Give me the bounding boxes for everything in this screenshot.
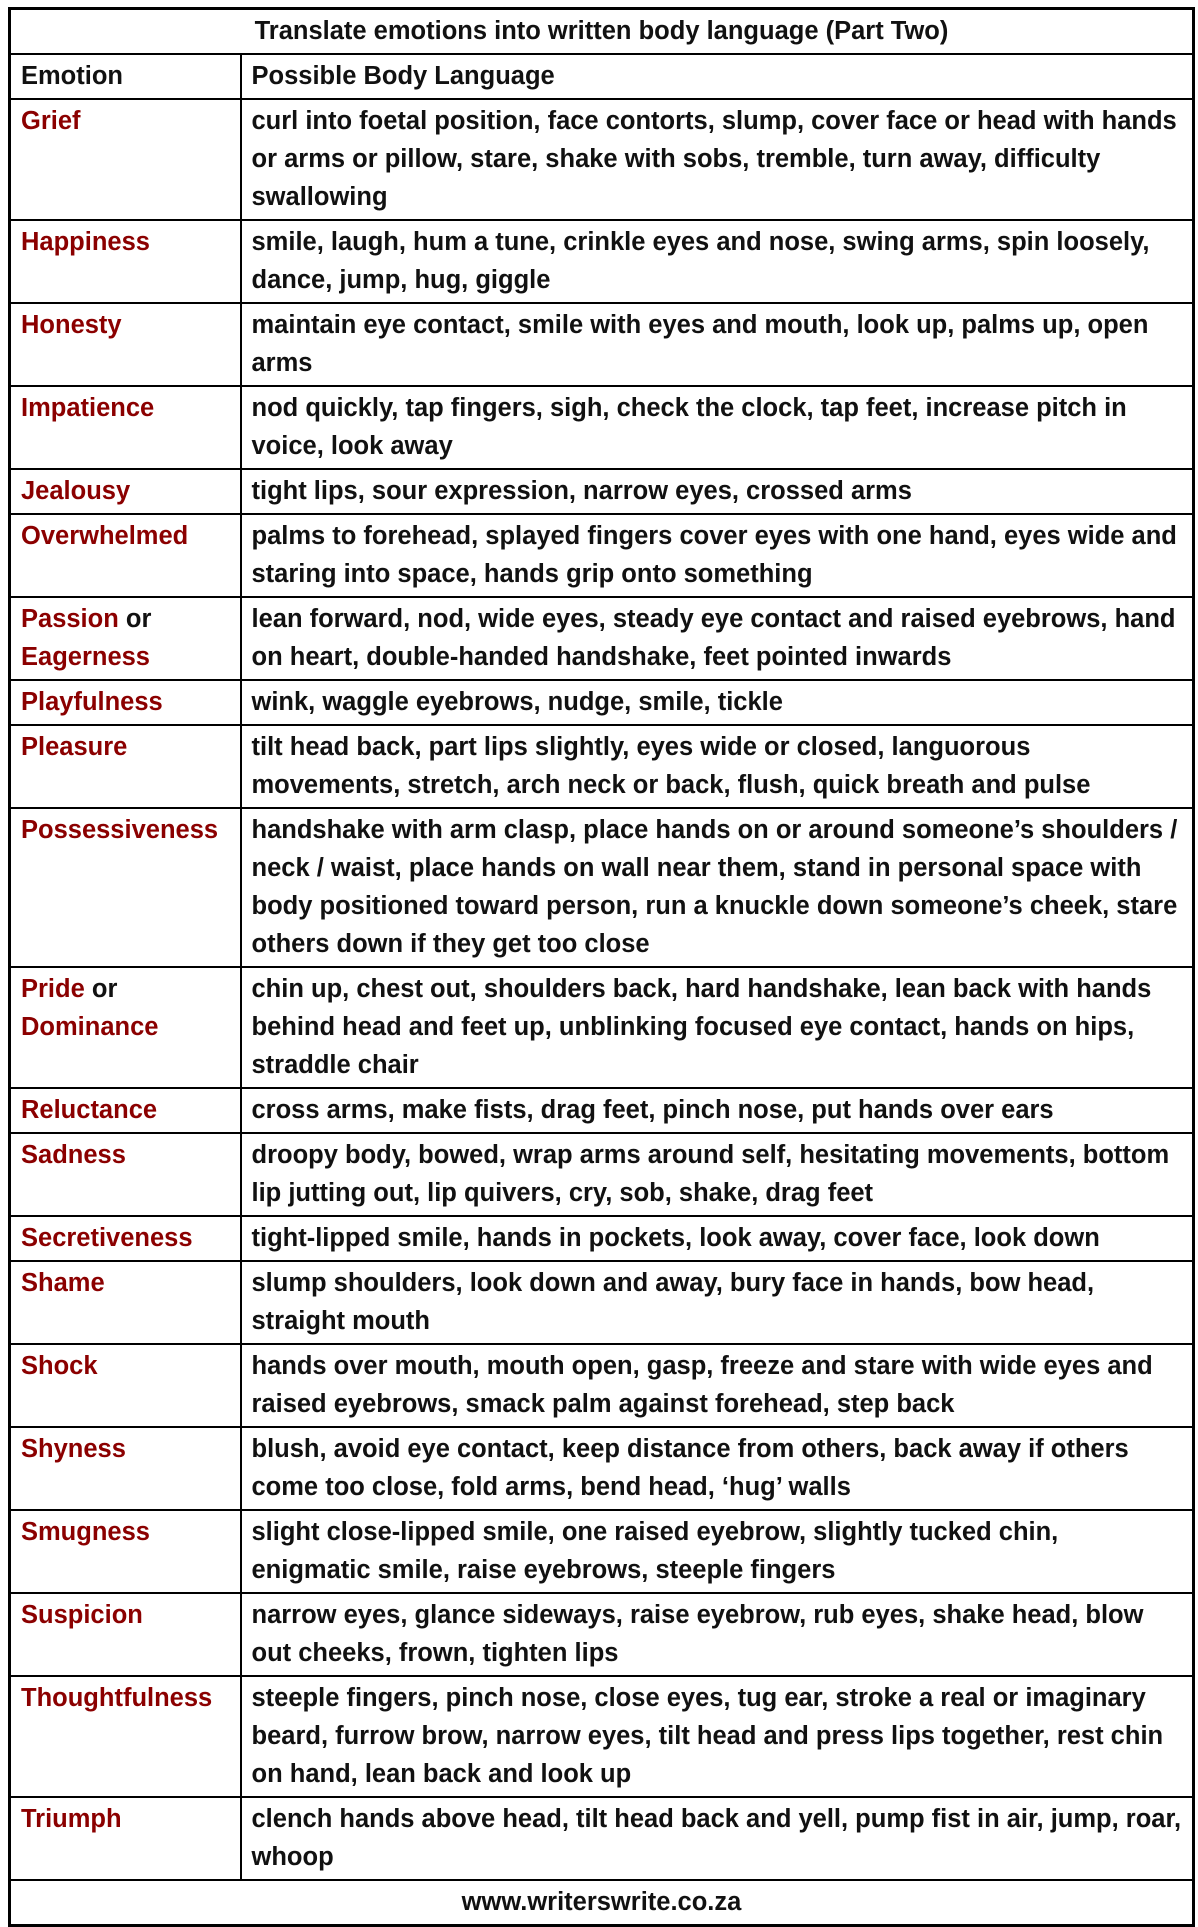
emotion-cell <box>10 1261 241 1344</box>
emotion-cell <box>10 1427 241 1510</box>
table-row <box>10 1088 1194 1133</box>
emotion-cell <box>10 597 241 680</box>
body-language-cell: blush, avoid eye contact, keep distance from others, back away if others come too close, fold arms, bend head, ‘hug’ walls <box>241 1427 1194 1510</box>
body-language-cell: tilt head back, part lips slightly, eyes wide or closed, languorous movements, stretch, arch neck or back, flush, quick breath and pulse <box>241 725 1194 808</box>
table-row <box>10 386 1194 469</box>
emotion-name-alternate: Dominance <box>21 1013 159 1041</box>
body-language-cell: tight lips, sour expression, narrow eyes, crossed arms <box>241 469 1194 514</box>
emotion-table-sheet <box>8 7 1192 1927</box>
emotion-cell <box>10 303 241 386</box>
emotion-name: Pleasure <box>21 733 128 761</box>
table-row <box>10 1676 1194 1797</box>
table-row <box>10 469 1194 514</box>
table-row <box>10 725 1194 808</box>
table-row <box>10 220 1194 303</box>
table-row <box>10 1427 1194 1510</box>
emotion-name: Secretiveness <box>21 1224 193 1252</box>
emotion-cell <box>10 1088 241 1133</box>
emotion-name: Sadness <box>21 1141 126 1169</box>
emotion-name: Possessiveness <box>21 816 219 844</box>
emotion-name: Smugness <box>21 1518 150 1546</box>
table-row <box>10 1593 1194 1676</box>
body-language-cell: narrow eyes, glance sideways, raise eyebrow, rub eyes, shake head, blow out cheeks, frown, tighten lips <box>241 1593 1194 1676</box>
emotion-cell <box>10 1676 241 1797</box>
table-row <box>10 1344 1194 1427</box>
emotion-cell <box>10 967 241 1088</box>
emotion-name: Jealousy <box>21 477 131 505</box>
emotion-cell <box>10 1216 241 1261</box>
body-language-cell: lean forward, nod, wide eyes, steady eye contact and raised eyebrows, hand on heart, double-handed handshake, feet pointed inwards <box>241 597 1194 680</box>
column-header-body-language: Possible Body Language <box>241 54 1194 99</box>
body-language-cell: wink, waggle eyebrows, nudge, smile, tickle <box>241 680 1194 725</box>
emotion-cell <box>10 1133 241 1216</box>
body-language-cell: palms to forehead, splayed fingers cover eyes with one hand, eyes wide and staring into space, hands grip onto something <box>241 514 1194 597</box>
emotion-cell <box>10 469 241 514</box>
emotion-name: Happiness <box>21 228 150 256</box>
body-language-cell: hands over mouth, mouth open, gasp, freeze and stare with wide eyes and raised eyebrows, smack palm against forehead, step back <box>241 1344 1194 1427</box>
emotion-name: Passion <box>21 605 119 633</box>
emotion-name: Triumph <box>21 1805 122 1833</box>
body-language-cell: chin up, chest out, shoulders back, hard handshake, lean back with hands behind head and feet up, unblinking focused eye contact, hands on hips, straddle chair <box>241 967 1194 1088</box>
table-row <box>10 1216 1194 1261</box>
column-header-emotion: Emotion <box>10 54 241 99</box>
table-row <box>10 303 1194 386</box>
table-title: Translate emotions into written body language (Part Two) <box>10 9 1194 55</box>
emotion-cell <box>10 1510 241 1593</box>
body-language-cell: droopy body, bowed, wrap arms around self, hesitating movements, bottom lip jutting out, lip quivers, cry, sob, shake, drag feet <box>241 1133 1194 1216</box>
emotion-cell <box>10 220 241 303</box>
body-language-cell: steeple fingers, pinch nose, close eyes, tug ear, stroke a real or imaginary beard, furrow brow, narrow eyes, tilt head and press lips together, rest chin on hand, lean back and look up <box>241 1676 1194 1797</box>
body-language-cell: curl into foetal position, face contorts, slump, cover face or head with hands or arms or pillow, stare, shake with sobs, tremble, turn away, difficulty swallowing <box>241 99 1194 220</box>
emotion-name: Reluctance <box>21 1096 158 1124</box>
body-language-cell: cross arms, make fists, drag feet, pinch nose, put hands over ears <box>241 1088 1194 1133</box>
emotion-cell <box>10 514 241 597</box>
table-row <box>10 1133 1194 1216</box>
emotion-cell <box>10 386 241 469</box>
emotion-cell <box>10 1344 241 1427</box>
emotion-name: Pride <box>21 975 85 1003</box>
emotion-cell <box>10 1593 241 1676</box>
emotion-name-alternate: Eagerness <box>21 643 150 671</box>
table-row <box>10 1261 1194 1344</box>
body-language-cell: smile, laugh, hum a tune, crinkle eyes and nose, swing arms, spin loosely, dance, jump, hug, giggle <box>241 220 1194 303</box>
table-row <box>10 99 1194 220</box>
body-language-cell: clench hands above head, tilt head back and yell, pump fist in air, jump, roar, whoop <box>241 1797 1194 1880</box>
table-row <box>10 680 1194 725</box>
emotion-name: Shock <box>21 1352 98 1380</box>
emotion-body-language-table <box>8 7 1195 1927</box>
title-row <box>10 9 1194 55</box>
body-language-cell: tight-lipped smile, hands in pockets, look away, cover face, look down <box>241 1216 1194 1261</box>
body-language-cell: slump shoulders, look down and away, bury face in hands, bow head, straight mouth <box>241 1261 1194 1344</box>
table-row <box>10 597 1194 680</box>
emotion-name: Overwhelmed <box>21 522 189 550</box>
emotion-name: Playfulness <box>21 688 163 716</box>
emotion-name: Grief <box>21 107 81 135</box>
emotion-cell <box>10 725 241 808</box>
emotion-name: Thoughtfulness <box>21 1684 213 1712</box>
emotion-cell <box>10 99 241 220</box>
body-language-cell: maintain eye contact, smile with eyes and mouth, look up, palms up, open arms <box>241 303 1194 386</box>
table-row <box>10 514 1194 597</box>
footer-row <box>10 1880 1194 1926</box>
header-row <box>10 54 1194 99</box>
emotion-cell <box>10 808 241 967</box>
emotion-cell <box>10 1797 241 1880</box>
emotion-name: Honesty <box>21 311 122 339</box>
footer-website-link[interactable]: www.writerswrite.co.za <box>10 1880 1194 1926</box>
table-row <box>10 1797 1194 1880</box>
emotion-name: Impatience <box>21 394 155 422</box>
body-language-cell: slight close-lipped smile, one raised eyebrow, slightly tucked chin, enigmatic smile, raise eyebrows, steeple fingers <box>241 1510 1194 1593</box>
emotion-name: Suspicion <box>21 1601 143 1629</box>
emotion-conjunction: or <box>91 975 118 1003</box>
emotion-conjunction: or <box>125 605 152 633</box>
emotion-name: Shame <box>21 1269 105 1297</box>
body-language-cell: handshake with arm clasp, place hands on or around someone’s shoulders / neck / waist, place hands on wall near them, stand in personal space with body positioned toward person, run a knuckle down someone’s cheek, stare others down if they get too close <box>241 808 1194 967</box>
table-row <box>10 1510 1194 1593</box>
table-row <box>10 808 1194 967</box>
body-language-cell: nod quickly, tap fingers, sigh, check the clock, tap feet, increase pitch in voice, look away <box>241 386 1194 469</box>
emotion-cell <box>10 680 241 725</box>
emotion-name: Shyness <box>21 1435 126 1463</box>
table-row <box>10 967 1194 1088</box>
